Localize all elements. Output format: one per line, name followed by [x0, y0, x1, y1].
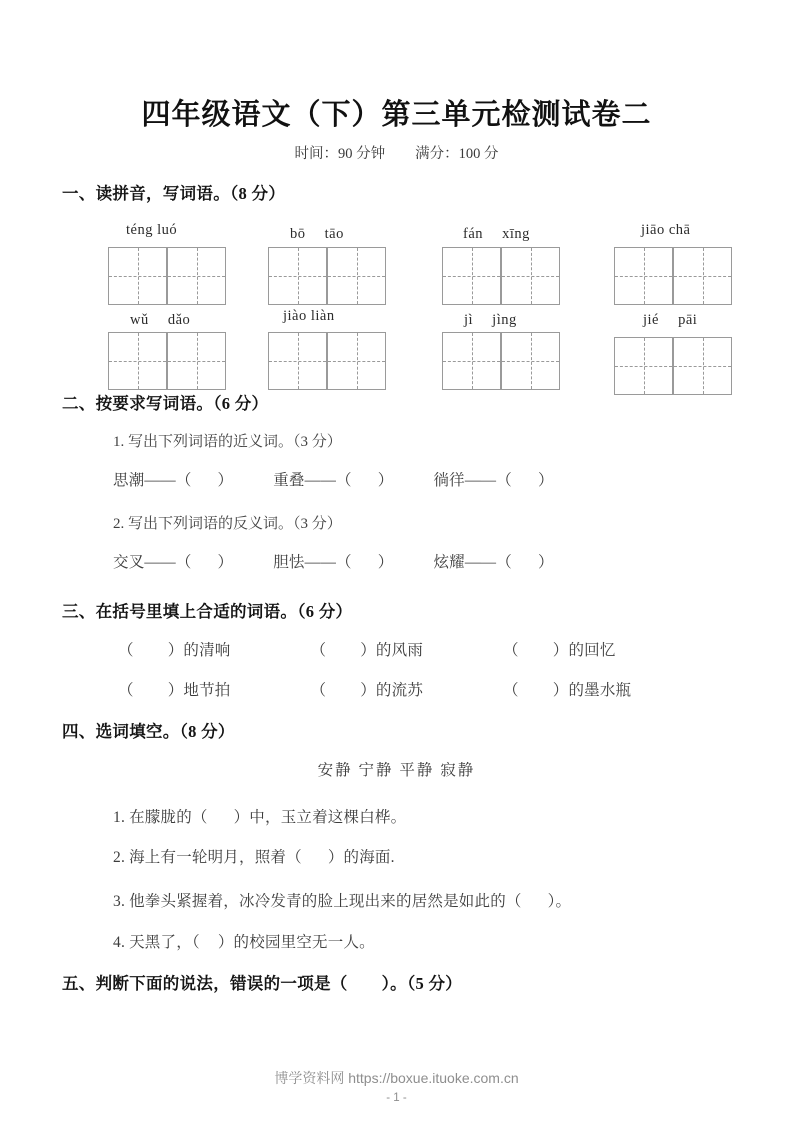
- word-bank: 安静 宁静 平静 寂静: [317, 762, 476, 779]
- section-4-question-3: [113, 889, 571, 911]
- synonym-word-1: 思潮: [113, 472, 145, 489]
- writing-grid-box[interactable]: [614, 337, 732, 395]
- writing-grid-cell[interactable]: [501, 332, 560, 390]
- section-3-heading: 三、在括号里填上合适的词语。（6 分）: [62, 602, 353, 621]
- pinyin-jiao-lian: jiào liàn: [283, 308, 335, 324]
- fill-word-row-2: （ ）地节拍 （ ）的流苏 （ ）的墨水瓶: [118, 682, 632, 699]
- dash-5: ——: [304, 554, 337, 571]
- writing-grid-cell[interactable]: [614, 247, 673, 305]
- antonym-word-2: 胆怯: [273, 554, 305, 571]
- section-5-heading: [62, 970, 462, 994]
- q2-text-before: 2. 海上有一轮明月，照着（: [113, 849, 302, 866]
- pinyin-teng-luo: téng luó: [126, 222, 178, 238]
- q4-text-after: ）的校园里空无一人。: [217, 934, 375, 951]
- fill-word-phrase-3: 的回忆: [568, 642, 616, 659]
- pinyin-ji-jing: jì jìng: [464, 312, 517, 328]
- page-number: - 1 -: [386, 1092, 407, 1104]
- synonym-row: 思潮——（ ） 重叠——（ ） 徜徉——（ ）: [113, 472, 554, 489]
- synonym-word-3: 徜徉: [433, 472, 465, 489]
- writing-grid-cell[interactable]: [268, 247, 327, 305]
- pinyin-jie-pai: jié pāi: [643, 312, 698, 328]
- fill-word-phrase-1: 的清响: [183, 642, 231, 659]
- page-title: 四年级语文（下）第三单元检测试卷二: [141, 99, 652, 131]
- q1-text-after: ）中，玉立着这棵白桦。: [233, 809, 407, 826]
- q1-text-before: 1. 在朦胧的（: [113, 809, 208, 826]
- dash-6: ——: [464, 554, 497, 571]
- section-4-question-4: [113, 930, 375, 952]
- footer-watermark: 博学资料网 https://boxue.ituoke.com.cn: [274, 1070, 519, 1086]
- antonym-word-1: 交叉: [113, 554, 145, 571]
- fill-word-phrase-6: 的墨水瓶: [568, 682, 632, 699]
- fill-word-phrase-4: 地节拍: [183, 682, 231, 699]
- s5-text-after: ）。（5 分）: [381, 974, 463, 993]
- writing-grid-box[interactable]: [108, 332, 226, 390]
- pinyin-jiao-cha: jiāo chā: [641, 222, 691, 238]
- writing-grid-cell[interactable]: [501, 247, 560, 305]
- dash-2: ——: [304, 472, 337, 489]
- q3-text-before: 3. 他拳头紧握着，冰冷发青的脸上现出来的居然是如此的（: [113, 893, 522, 910]
- pinyin-fan-xing: fán xīng: [463, 226, 530, 242]
- writing-grid-box[interactable]: [442, 332, 560, 390]
- fill-word-phrase-5: 的流苏: [375, 682, 424, 699]
- section-4-question-1: [113, 805, 406, 827]
- fill-word-row-1: （ ）的清响 （ ）的风雨 （ ）的回忆: [118, 642, 616, 659]
- writing-grid-cell[interactable]: [614, 337, 673, 395]
- section-2-sub2: 2. 写出下列词语的反义词。（3 分）: [113, 516, 342, 532]
- writing-grid-cell[interactable]: [108, 247, 167, 305]
- antonym-word-3: 炫耀: [433, 554, 465, 571]
- antonym-row: 交叉——（ ） 胆怯——（ ） 炫耀——（ ）: [113, 554, 554, 571]
- q2-text-after: ）的海面.: [327, 849, 395, 866]
- dash-4: ——: [144, 554, 176, 571]
- section-1-heading: 一、读拼音，写词语。（8 分）: [62, 184, 286, 203]
- writing-grid-cell[interactable]: [167, 247, 226, 305]
- writing-grid-cell[interactable]: [327, 332, 386, 390]
- section-4-question-2: [113, 845, 395, 867]
- s5-text-before: 五、判断下面的说法，错误的一项是（: [62, 974, 348, 993]
- synonym-word-2: 重叠: [273, 472, 305, 489]
- writing-grid-cell[interactable]: [327, 247, 386, 305]
- pinyin-bo-tao: bō tāo: [290, 226, 344, 242]
- dash-1: ——: [144, 472, 176, 489]
- section-4-heading: 四、选词填空。（8 分）: [62, 722, 235, 741]
- time-label: 时间：90 分钟: [294, 146, 386, 162]
- writing-grid-cell[interactable]: [673, 337, 732, 395]
- pinyin-wu-dao: wǔ dǎo: [130, 312, 191, 328]
- writing-grid-box[interactable]: [614, 247, 732, 305]
- writing-grid-box[interactable]: [268, 247, 386, 305]
- q3-text-after: ）。: [547, 893, 572, 910]
- section-2-sub1: 1. 写出下列词语的近义词。（3 分）: [113, 434, 342, 450]
- writing-grid-box[interactable]: [268, 332, 386, 390]
- writing-grid-cell[interactable]: [442, 332, 501, 390]
- writing-grid-cell[interactable]: [108, 332, 167, 390]
- writing-grid-cell[interactable]: [673, 247, 732, 305]
- section-2-heading: 二、按要求写词语。（6 分）: [62, 394, 269, 413]
- writing-grid-box[interactable]: [442, 247, 560, 305]
- exam-meta-line: [0, 142, 793, 163]
- score-label: 满分：100 分: [415, 146, 499, 162]
- fill-word-phrase-2: 的风雨: [375, 642, 424, 659]
- q4-text-before: 4. 天黑了，（: [113, 934, 200, 951]
- writing-grid-cell[interactable]: [442, 247, 501, 305]
- dash-3: ——: [464, 472, 497, 489]
- writing-grid-cell[interactable]: [167, 332, 226, 390]
- writing-grid-box[interactable]: [108, 247, 226, 305]
- writing-grid-cell[interactable]: [268, 332, 327, 390]
